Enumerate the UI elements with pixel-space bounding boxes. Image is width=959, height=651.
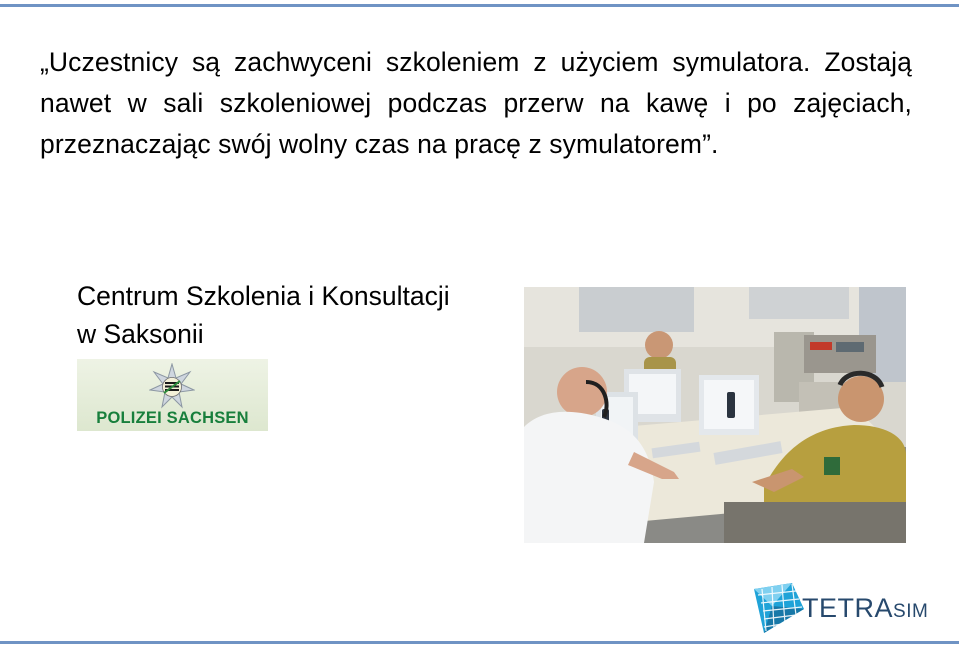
tetrasim-wordmark [802,593,928,624]
bottom-rule [0,641,959,644]
top-rule [0,4,959,7]
polizei-sachsen-logo [77,359,268,431]
organization-name [77,277,450,353]
testimonial-quote: „Uczestnicy są zachwyceni szkoleniem z użyciem symulatora. Zostają nawet w sali szkoleniowej podczas przerw na kawę i po zajęciach, przeznaczając swój wolny czas na pracę z symulatorem”. [40,47,912,159]
organization-line-2: w Saksonii [77,319,204,349]
tetrasim-suffix-text: SIM [893,601,929,622]
tetrasim-main-text: TETRA [802,593,894,623]
polizei-logo-text: POLIZEI SACHSEN [96,409,249,427]
organization-line-1: Centrum Szkolenia i Konsultacji [77,281,450,311]
tetrasim-logo [752,581,946,636]
training-room-photo [524,287,906,543]
police-star-icon [149,363,195,409]
